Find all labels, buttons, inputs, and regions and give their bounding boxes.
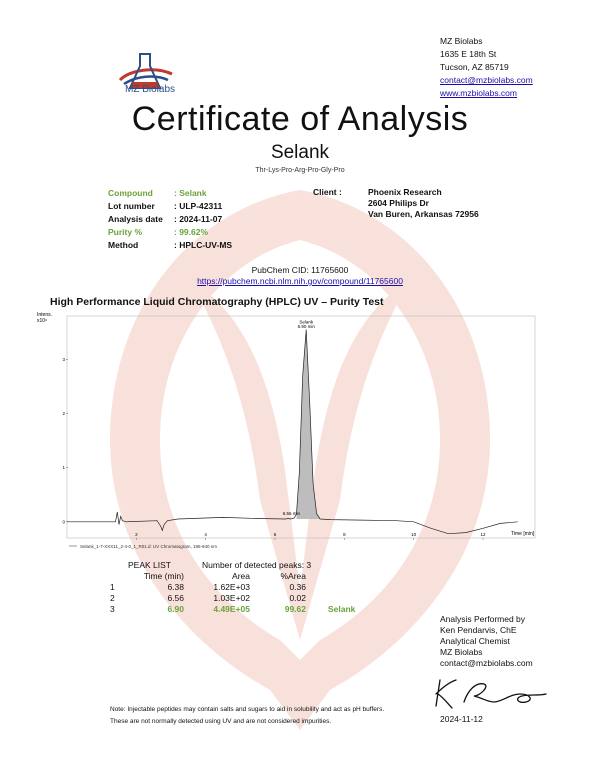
- footnote-line: These are not normally detected using UV and are not considered impurities.: [110, 718, 332, 725]
- table-row: [110, 604, 356, 615]
- document-title: Certificate of Analysis: [131, 100, 469, 138]
- company-email-link[interactable]: contact@mzbiolabs.com: [440, 75, 533, 85]
- main-peak-label: Selank: [299, 319, 314, 325]
- signature: [430, 672, 550, 712]
- info-label: Analysis date: [108, 214, 163, 224]
- y-axis-label: Intens.: [37, 312, 53, 318]
- col-header-pct: %Area: [280, 571, 306, 581]
- info-row-compound: [108, 187, 232, 200]
- info-row-purity: [108, 226, 232, 239]
- analyst-line: contact@mzbiolabs.com: [440, 658, 533, 668]
- x-tick-label: 4: [204, 532, 207, 537]
- info-row-method: [108, 239, 232, 252]
- peak-number: 1: [110, 582, 115, 592]
- x-axis-label: Time [min]: [511, 531, 535, 537]
- peak-pct: 0.02: [289, 593, 306, 603]
- analysis-info: [108, 187, 232, 252]
- col-header-time: Time (min): [143, 571, 184, 581]
- peak-pct: 99.62: [284, 604, 306, 614]
- col-header-area: Area: [232, 571, 250, 581]
- client-line: Phoenix Research: [368, 187, 442, 197]
- hplc-section-title: High Performance Liquid Chromatography (HPLC) UV – Purity Test: [50, 296, 384, 308]
- peak-list: [110, 560, 356, 615]
- logo-text: MZ Biolabs: [124, 84, 175, 95]
- peak-name: [306, 582, 356, 593]
- info-value: : HPLC-UV-MS: [174, 240, 233, 250]
- peak-name: [306, 593, 356, 604]
- footnote: [110, 704, 384, 728]
- info-value: : ULP-42311: [174, 201, 223, 211]
- client-line: Van Buren, Arkansas 72956: [368, 209, 479, 219]
- analyst-line: Ken Pendarvis, ChE: [440, 625, 517, 635]
- peak-time: 6.56: [167, 593, 184, 603]
- address-line: Tucson, AZ 85719: [440, 62, 509, 72]
- pubchem-link[interactable]: https://pubchem.ncbi.nlm.nih.gov/compound/11765600: [197, 276, 403, 286]
- peak-number: 2: [110, 593, 115, 603]
- peak-pct: 0.36: [289, 582, 306, 592]
- client-label: Client :: [313, 187, 342, 197]
- info-value: : 99.62%: [174, 227, 209, 237]
- client-address: [368, 187, 479, 220]
- y-tick-label: 0: [62, 519, 65, 525]
- info-row-lot: [108, 200, 232, 213]
- pubchem-reference: [0, 265, 600, 287]
- peak-area: 1.03E+02: [213, 593, 250, 603]
- y-tick-label: 1: [62, 465, 65, 471]
- address-line: MZ Biolabs: [440, 36, 483, 46]
- pubchem-cid: PubChem CID: 11765600: [251, 265, 349, 275]
- peak-time: 6.90: [167, 604, 184, 614]
- chromatogram-trace: [67, 330, 518, 534]
- flask-logo-icon: [110, 38, 180, 108]
- peak-time: 6.38: [167, 582, 184, 592]
- peak-count: Number of detected peaks: 3: [202, 560, 312, 570]
- info-row-date: [108, 213, 232, 226]
- y-scale-label: x10⁶: [37, 318, 48, 324]
- address-line: 1635 E 18th St: [440, 49, 497, 59]
- x-tick-label: 10: [411, 532, 417, 537]
- company-website-link[interactable]: www.mzbiolabs.com: [440, 88, 517, 98]
- analyst-line: Analysis Performed by: [440, 614, 526, 624]
- y-tick-label: 2: [62, 410, 65, 416]
- analyst-block: [440, 614, 533, 669]
- peak-list-title: PEAK LIST: [128, 560, 171, 570]
- analyst-line: Analytical Chemist: [440, 636, 510, 646]
- info-value: : Selank: [174, 188, 207, 198]
- footnote-line: Note: Injectable peptides may contain salts and sugars to aid in solubility and act as pH buffers.: [110, 706, 385, 713]
- hplc-chromatogram: [35, 308, 540, 554]
- main-peak-fill: [297, 330, 321, 520]
- info-label: Lot number: [108, 201, 155, 211]
- peptide-sequence: Thr-Lys-Pro-Arg-Pro-Gly-Pro: [255, 167, 345, 174]
- x-tick-label: 2: [135, 532, 138, 537]
- info-value: : 2024-11-07: [174, 214, 223, 224]
- peak-area: 4.49E+05: [213, 604, 250, 614]
- signature-date: 2024-11-12: [440, 714, 483, 724]
- table-row: [110, 582, 356, 593]
- peak-name: Selank: [328, 604, 356, 614]
- info-label: Compound: [108, 188, 153, 198]
- x-tick-label: 8: [343, 532, 346, 537]
- x-tick-label: 6: [273, 532, 277, 537]
- compound-name: Selank: [270, 142, 330, 163]
- info-label: Purity %: [108, 227, 143, 237]
- analyst-line: MZ Biolabs: [440, 647, 483, 657]
- client-line: 2604 Philips Dr: [368, 198, 429, 208]
- main-peak-rt-label: 6.90 min: [297, 324, 315, 330]
- y-tick-label: 3: [62, 356, 65, 362]
- chart-legend: Selank_1-7-XXX11_2-4-0_1_R01.d: UV Chromatogram, 195-940 nm: [80, 544, 217, 549]
- info-label: Method: [108, 240, 139, 250]
- peak-number: 3: [110, 604, 115, 614]
- peak-area: 1.62E+03: [213, 582, 250, 592]
- minor-peak-label: 6.56 min: [282, 510, 300, 516]
- company-address: [440, 35, 533, 100]
- table-row: [110, 593, 356, 604]
- x-tick-label: 12: [480, 532, 486, 537]
